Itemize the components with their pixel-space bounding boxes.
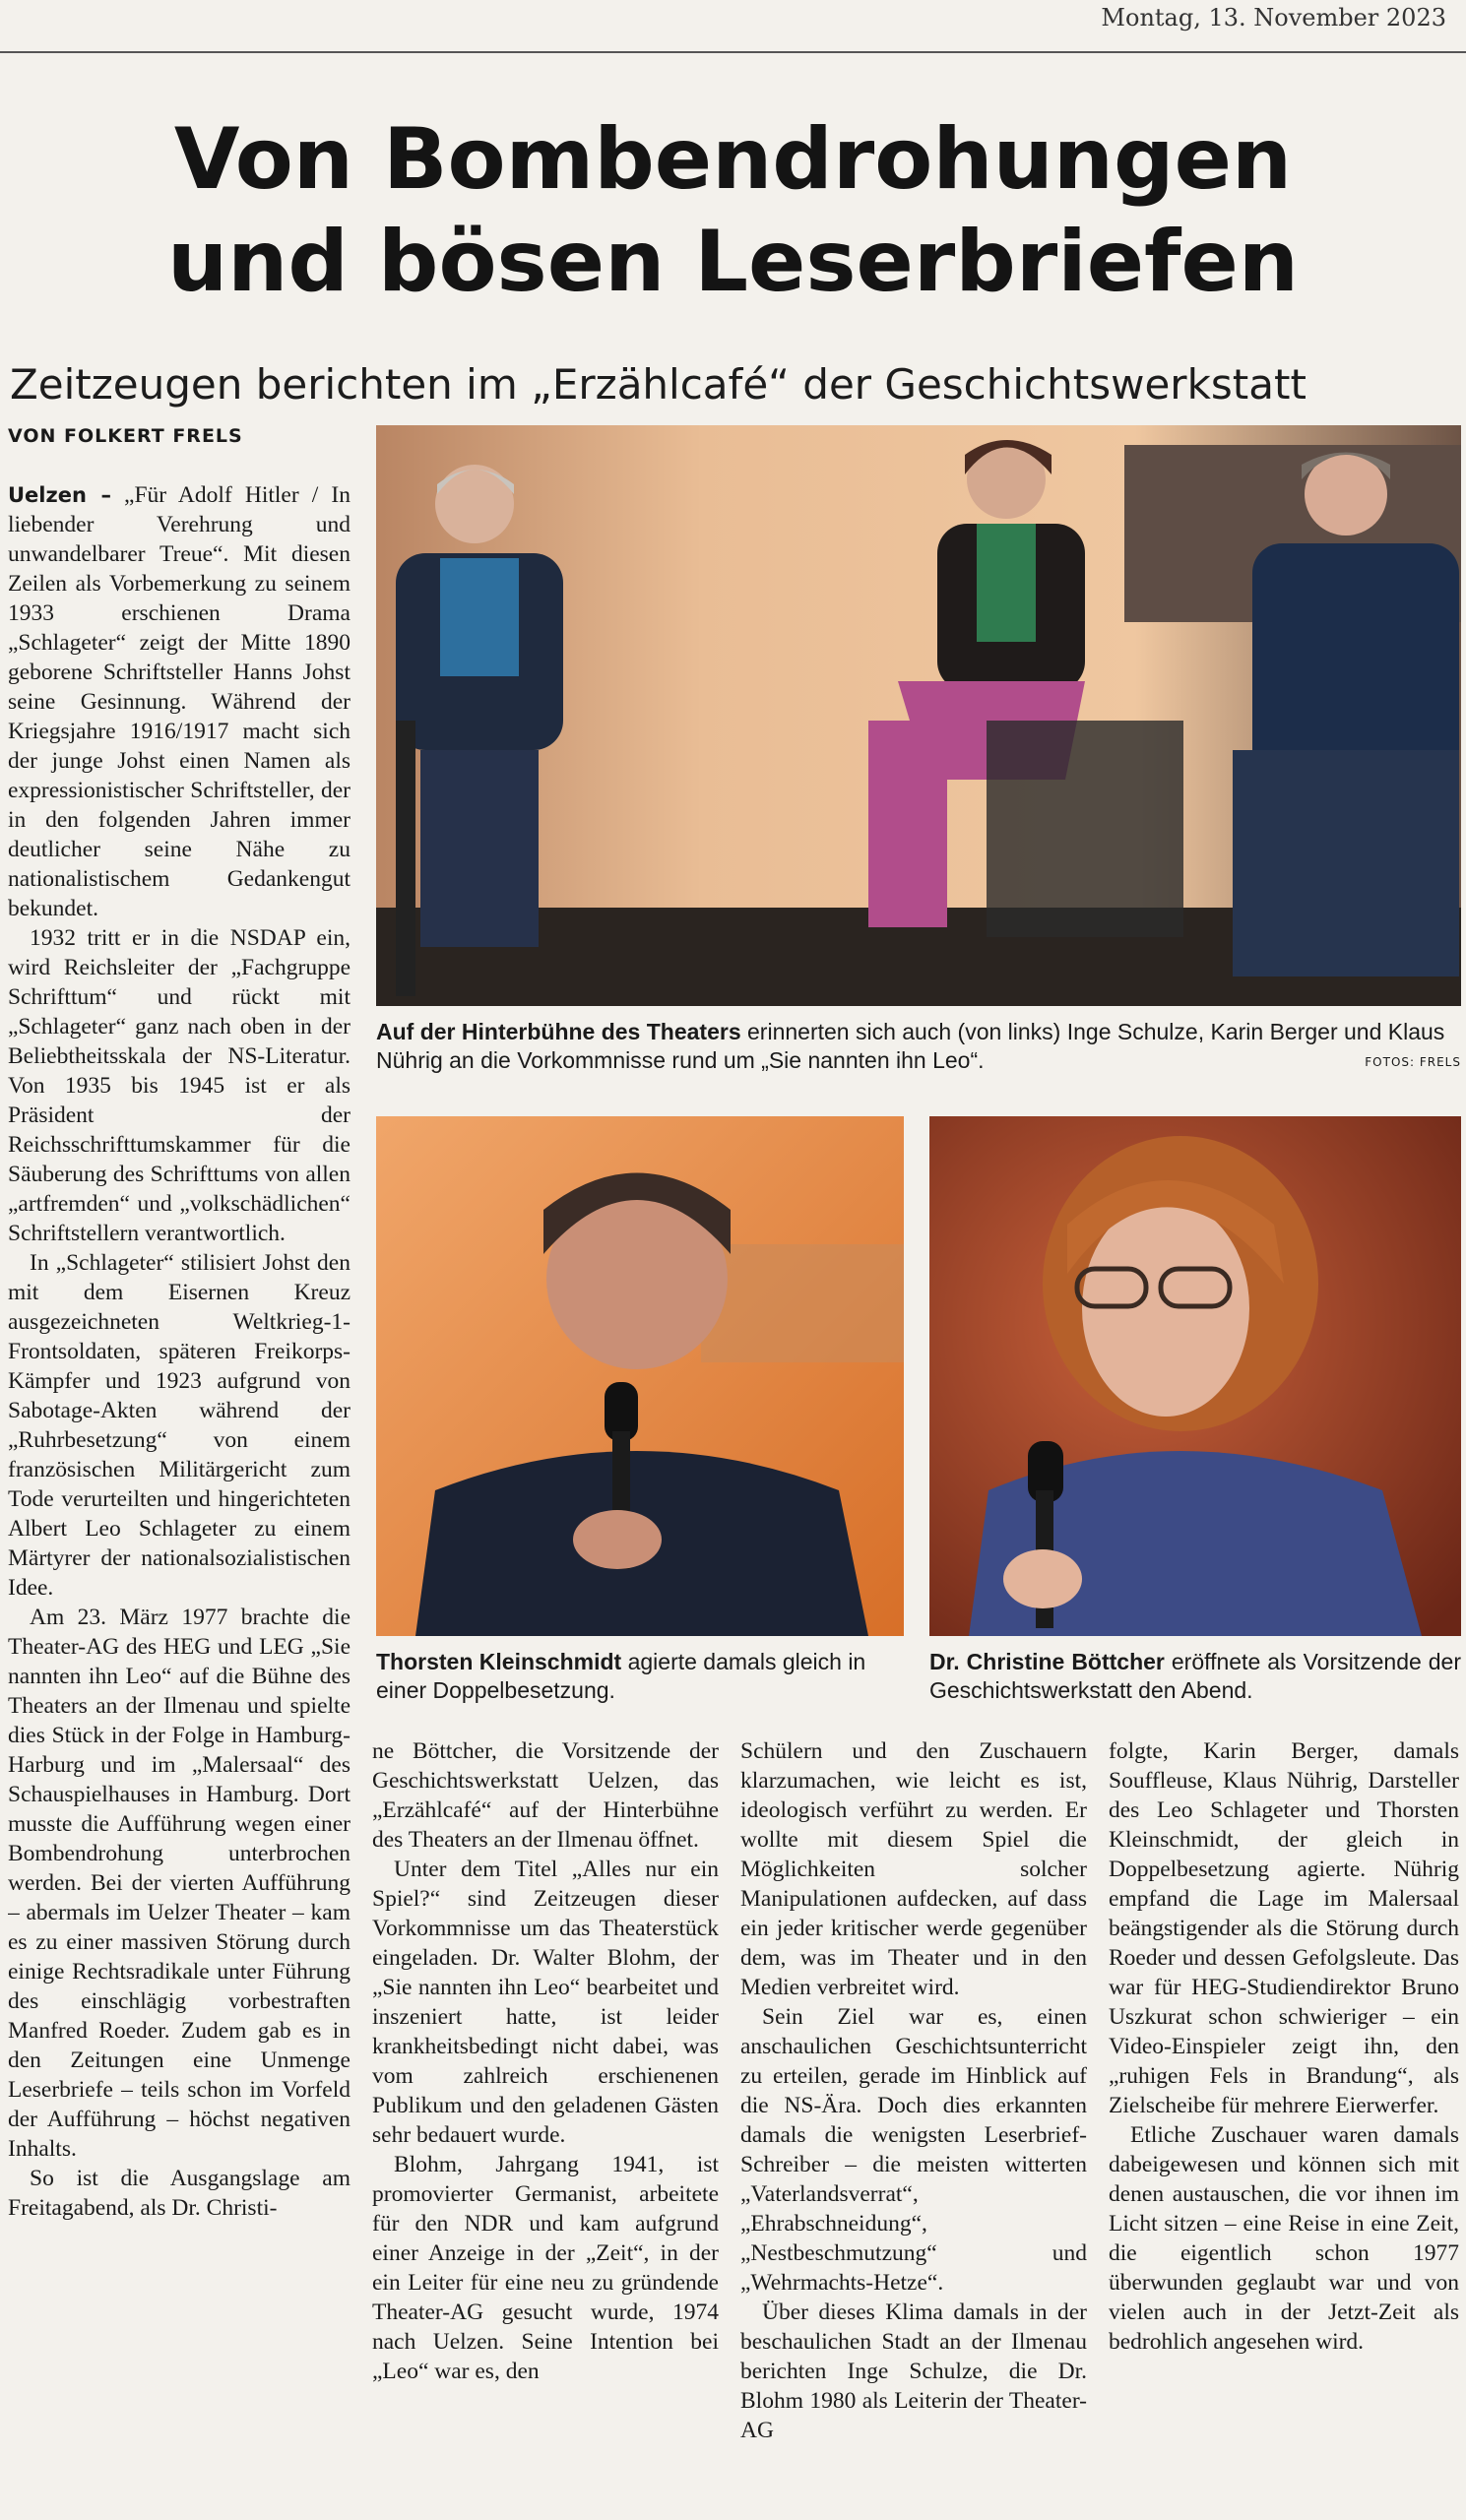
article-paragraph: Etliche Zuschauer waren damals dabeigewesen und können sich mit denen austauschen, die vor ihnen im Licht sitzen – eine Reise in eine Zeit, die eigentlich schon 1977 überwunden geglaubt war und von vielen auch in der Jetzt-Zeit als bedrohlich angesehen wird. [1109,2122,1459,2355]
portrait-boettcher-caption [929,1648,1461,1705]
article-column-4 [1109,1736,1459,2518]
article-paragraph: ne Böttcher, die Vorsitzende der Geschichtswerkstatt Uelzen, das „Erzählcafé“ auf der Hinterbühne des Theaters an der Ilmenau öffnet. [372,1738,719,1853]
portrait-boettcher [929,1116,1461,1636]
article-paragraph: So ist die Ausgangslage am Freitagabend, als Dr. Christi- [8,2166,351,2221]
article-paragraph: Über dieses Klima damals in der beschaulichen Stadt an der Ilmenau berichten Inge Schulze, die Dr. Blohm 1980 als Leiterin der Theater-AG [740,2300,1087,2443]
article-paragraph: Am 23. März 1977 brachte die Theater-AG des HEG und LEG „Sie nannten ihn Leo“ auf die Bühne des Theaters an der Ilmenau und spielte dies Stück in der Folge in Hamburg-Harburg und im „Malersaal“ des Schauspielhauses in Hamburg. Dort musste die Aufführung wegen einer Bombendrohung unterbrochen werden. Bei der vierten Aufführung – abermals im Uelzer Theater – kam es zu einer massiven Störung durch einige Rechtsradikale unter Führung des einschlägig vorbestraften Manfred Roeder. Zudem gab es in den Zeitungen eine Unmenge Leserbriefe – teils schon im Vorfeld der Aufführung – höchst negativen Inhalts. [8,1605,351,2162]
photo-credit: FOTOS: FRELS [1365,1055,1461,1069]
portrait-boettcher-caption-text: eröffnete als Vorsitzende der Geschichtswerkstatt den Abend. [929,1649,1461,1703]
article-paragraph [8,480,351,923]
stage-photo-caption-text: erinnerten sich auch (von links) Inge Schulze, Karin Berger und Klaus Nührig an die Vorkommnisse rund um „Sie nannten ihn Leo“. [376,1019,1445,1073]
article-column-1 [8,480,351,2516]
stage-photo-caption [376,1018,1461,1075]
portrait-boettcher-caption-bold: Dr. Christine Böttcher [929,1649,1165,1674]
issue-date: Montag, 13. November 2023 [0,0,1466,53]
dateline-place: Uelzen – [8,483,111,507]
article-column-2 [372,1736,719,2518]
paragraph-text: „Für Adolf Hitler / In liebender Verehrung und unwandelbarer Treue“. Mit diesen Zeilen als Vorbemerkung zu seinem 1933 erschienen Drama „Schlageter“ zeigt der Mitte 1890 geborene Schriftsteller Hanns Johst seine Gesinnung. Während der Kriegsjahre 1916/1917 macht sich der junge Johst einen Namen als expressionistischer Schriftsteller, der in den folgenden Jahren immer deutlicher seine Nähe zu nationalistischem Gedankengut bekundet. [8,482,351,921]
byline: VON FOLKERT FRELS [8,425,243,447]
portrait-kleinschmidt-caption [376,1648,904,1705]
article-paragraph: Unter dem Titel „Alles nur ein Spiel?“ sind Zeitzeugen dieser Vorkommnisse um das Theaterstück eingeladen. Dr. Walter Blohm, der „Sie nannten ihn Leo“ bearbeitet und inszeniert hatte, ist leider krankheitsbedingt nicht dabei, was vom zahlreich erschienenen Publikum und den geladenen Gästen sehr bedauert wurde. [372,1857,719,2148]
headline-line-1: Von Bombendrohungen [173,110,1293,209]
headline-line-2: und bösen Leserbriefen [166,213,1300,311]
article-paragraph: Blohm, Jahrgang 1941, ist promovierter Germanist, arbeitete für den NDR und kam aufgrund einer Anzeige in der „Zeit“, in der ein Leiter für eine neu zu gründende Theater-AG gesucht wurde, 1974 nach Uelzen. Seine Intention bei „Leo“ war es, den [372,2152,719,2384]
stage-photo [376,425,1461,1006]
portrait-kleinschmidt-caption-bold: Thorsten Kleinschmidt [376,1649,622,1674]
article-paragraph: Schülern und den Zuschauern klarzumachen, wie leicht es ist, ideologisch verführt zu werden. Er wollte mit diesem Spiel die Möglichkeiten solcher Manipulationen aufdecken, auf dass ein jeder kritischer werde gegenüber dem, was im Theater und in den Medien verbreitet wird. [740,1738,1087,2000]
stage-photo-caption-bold: Auf der Hinterbühne des Theaters [376,1019,741,1044]
article-paragraph: Sein Ziel war es, einen anschaulichen Geschichtsunterricht zu erteilen, gerade im Hinblick auf die NS-Ära. Doch dies erkannten damals die wenigsten Leserbrief-Schreiber – die meisten witterten „Vaterlandsverrat“, „Ehrabschneidung“, „Nestbeschmutzung“ und „Wehrmachts-Hetze“. [740,2004,1087,2296]
article-column-3 [740,1736,1087,2518]
portrait-kleinschmidt-caption-text: agierte damals gleich in einer Doppelbesetzung. [376,1649,866,1703]
portrait-kleinschmidt [376,1116,904,1636]
subheadline: Zeitzeugen berichten im „Erzählcafé“ der Geschichtswerkstatt [10,360,1307,409]
article-paragraph: 1932 tritt er in die NSDAP ein, wird Reichsleiter der „Fachgruppe Schrifttum“ und rückt mit „Schlageter“ ganz nach oben in der Beliebtheitsskala der NS-Literatur. Von 1935 bis 1945 ist er als Präsident der Reichsschrifttumskammer für die Säuberung des Schrifttums von allen „artfremden“ und „volkschädlichen“ Schriftstellern verantwortlich. [8,925,351,1246]
headline [0,108,1466,313]
article-paragraph: In „Schlageter“ stilisiert Johst den mit dem Eisernen Kreuz ausgezeichneten Weltkrieg-1-Frontsoldaten, späteren Freikorps-Kämpfer und 1923 aufgrund von Sabotage-Akten während der „Ruhrbesetzung“ von einem französischen Militärgericht zum Tode verurteilten und hingerichteten Albert Leo Schlageter zu einem Märtyrer der nationalsozialistischen Idee. [8,1250,351,1601]
article-paragraph: folgte, Karin Berger, damals Souffleuse, Klaus Nührig, Darsteller des Leo Schlageter und Thorsten Kleinschmidt, der gleich in Doppelbesetzung agierte. Nührig empfand die Lage im Malersaal beängstigender als die Störung durch Roeder und dessen Gefolgsleute. Das war für HEG-Studiendirektor Bruno Uszkurat schon schwieriger – ein Video-Einspieler zeigt ihn, den „ruhigen Fels in Brandung“, als Zielscheibe für mehrere Eierwerfer. [1109,1738,1459,2118]
